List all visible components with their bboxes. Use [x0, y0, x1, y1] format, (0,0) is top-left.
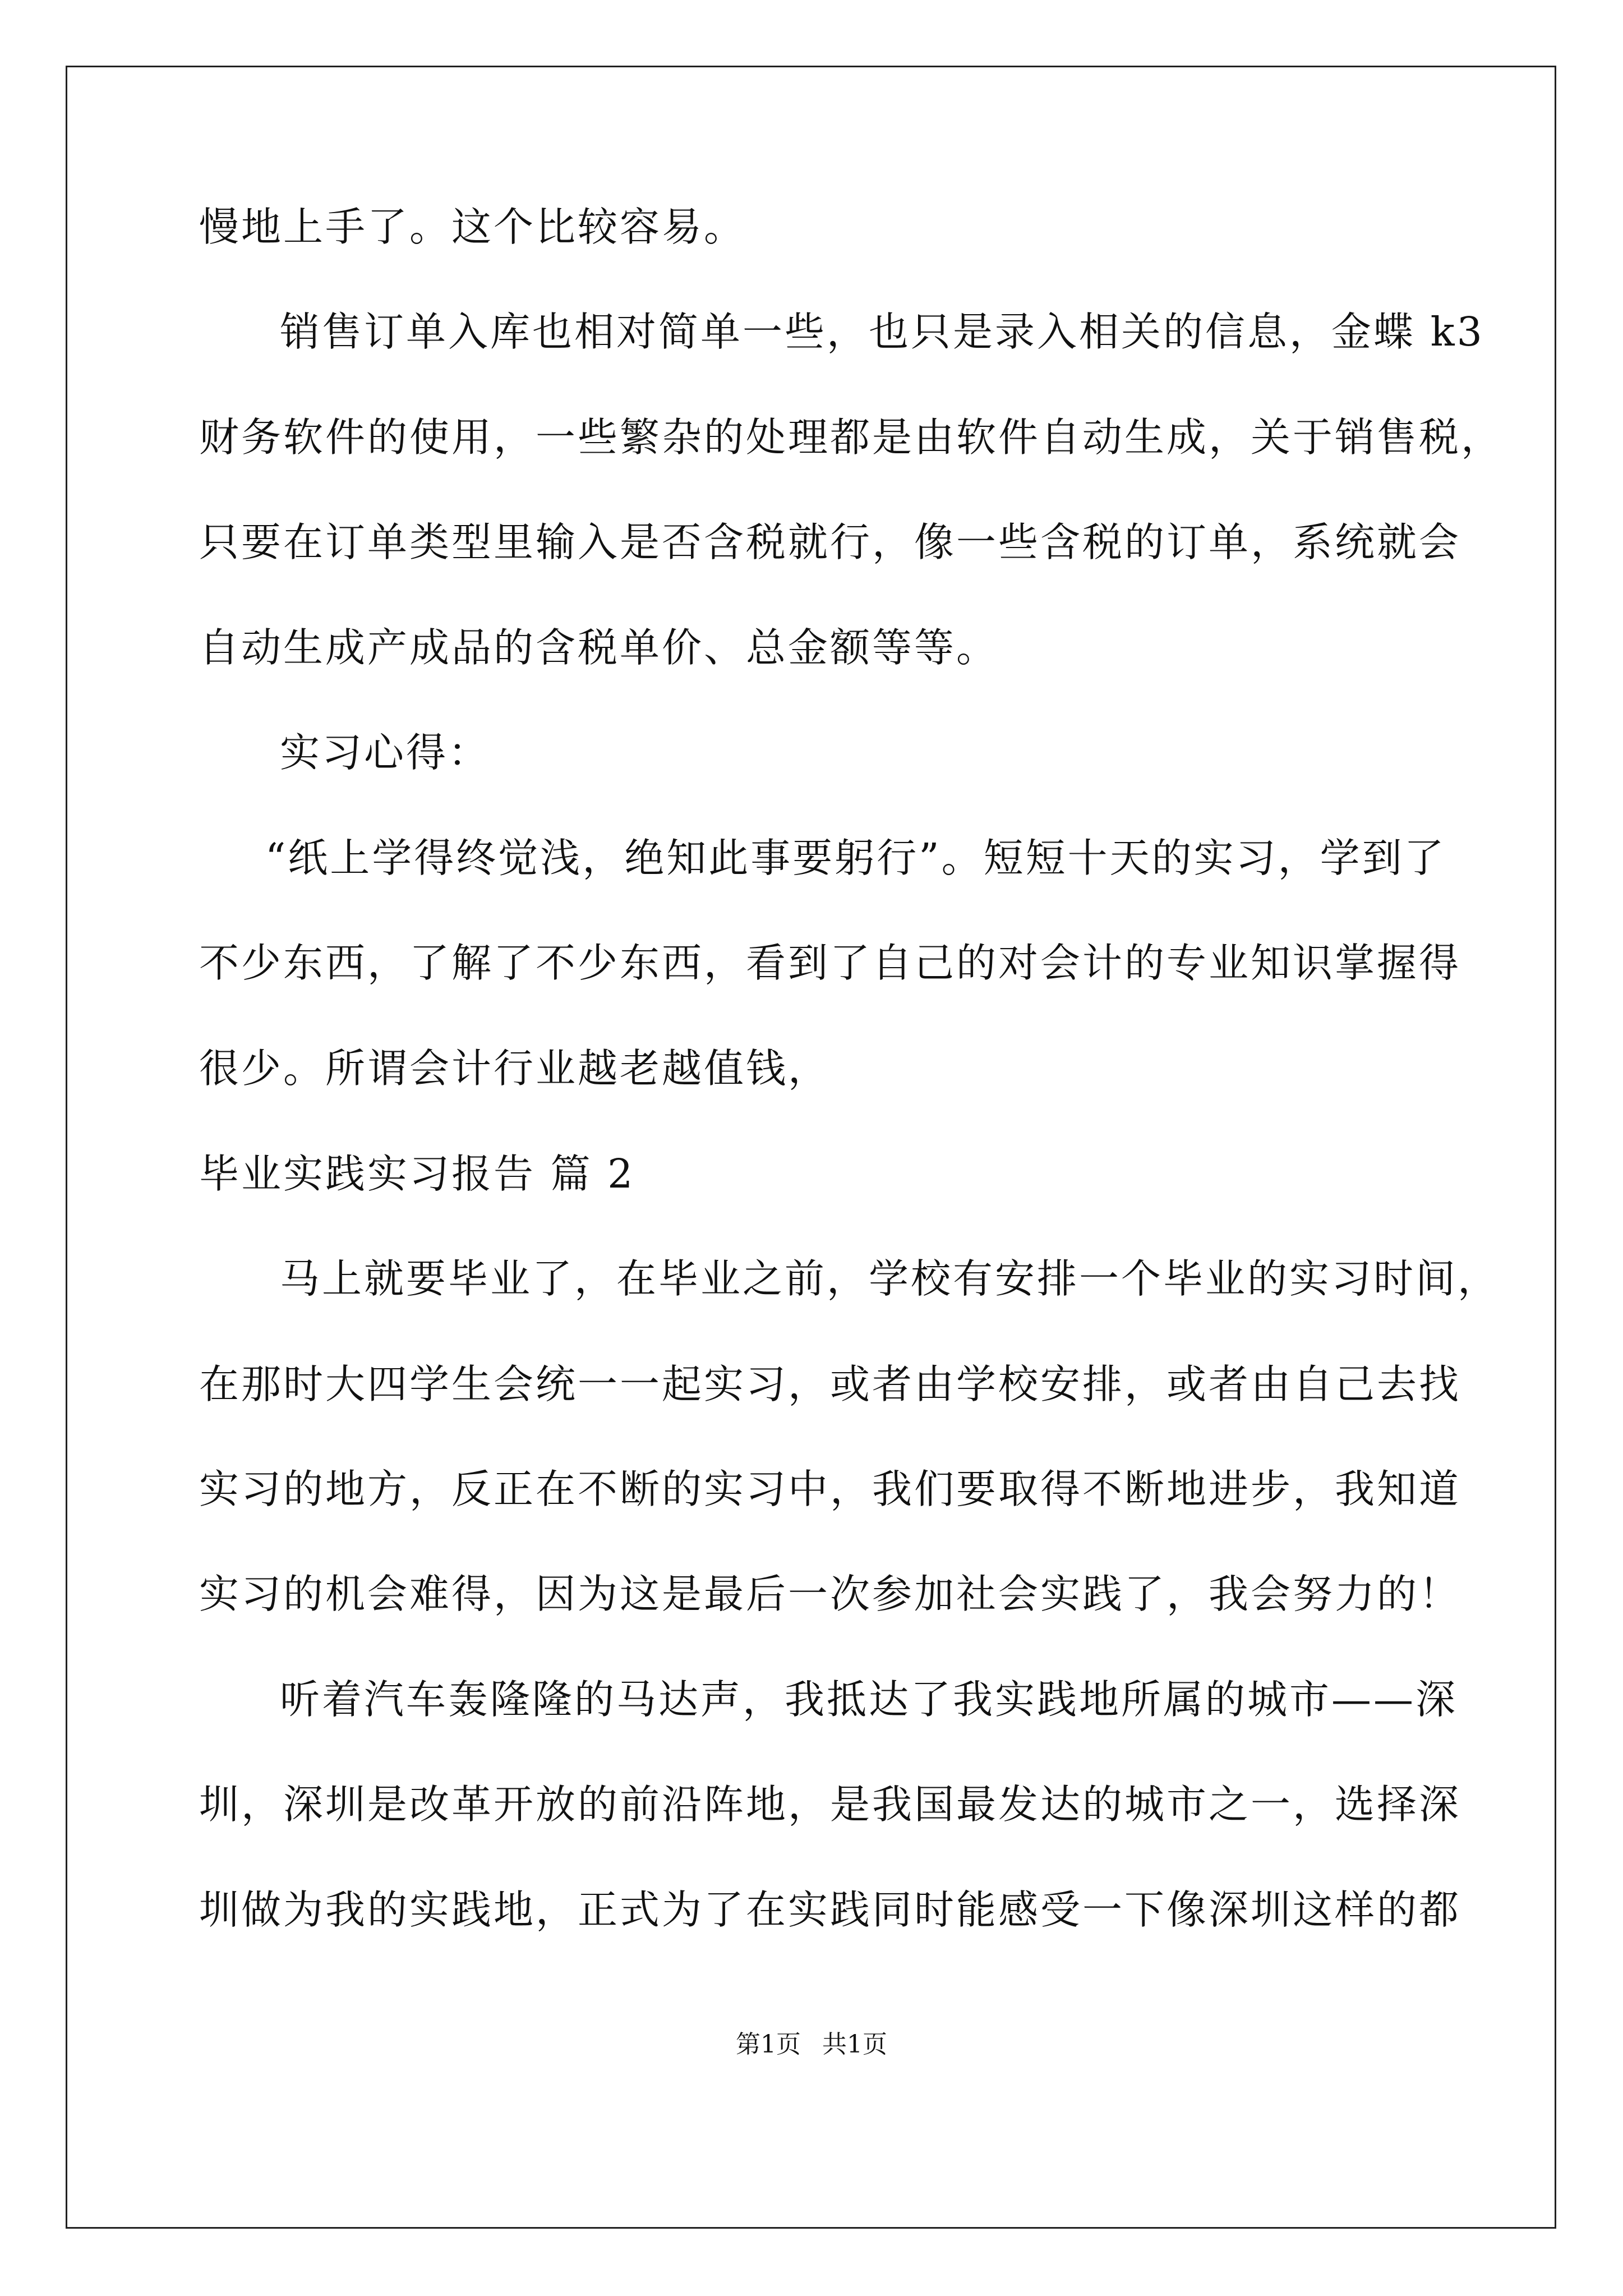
paragraph-line: 财务软件的使用，一些繁杂的处理都是由软件自动生成，关于销售税， — [199, 414, 1504, 461]
paragraph-line: 在那时大四学生会统一一起实习，或者由学校安排，或者由自己去找 — [199, 1361, 1461, 1407]
paragraph-line: 圳，深圳是改革开放的前沿阵地，是我国最发达的城市之一，选择深 — [199, 1781, 1461, 1828]
paragraph-line: 只要在订单类型里输入是否含税就行，像一些含税的订单，系统就会 — [199, 519, 1461, 565]
section-heading: 毕业实践实习报告 篇 2 — [199, 1151, 635, 1197]
page-footer: 第1页 共1页 — [736, 2030, 887, 2059]
section-label: 实习心得： — [280, 729, 491, 776]
paragraph-line: 销售订单入库也相对简单一些，也只是录入相关的信息，金蝶 k3 — [280, 309, 1484, 355]
paragraph-line: “纸上学得终觉浅，绝知此事要躬行”。短短十天的实习，学到了 — [265, 835, 1446, 881]
paragraph-line: 不少东西，了解了不少东西，看到了自己的对会计的专业知识掌握得 — [199, 940, 1461, 986]
paragraph-line: 马上就要毕业了，在毕业之前，学校有安排一个毕业的实习时间， — [280, 1255, 1500, 1302]
paragraph-line: 实习的地方，反正在不断的实习中，我们要取得不断地进步，我知道 — [199, 1466, 1461, 1512]
paragraph-line: 圳做为我的实践地，正式为了在实践同时能感受一下像深圳这样的都 — [199, 1887, 1461, 1933]
paragraph-line: 听着汽车轰隆隆的马达声，我抵达了我实践地所属的城市——深 — [280, 1676, 1458, 1723]
paragraph-line: 自动生成产成品的含税单价、总金额等等。 — [199, 624, 999, 671]
paragraph-line: 很少。所谓会计行业越老越值钱， — [199, 1045, 831, 1092]
paragraph-line: 慢地上手了。这个比较容易。 — [199, 204, 746, 250]
paragraph-line: 实习的机会难得，因为这是最后一次参加社会实践了，我会努力的！ — [199, 1571, 1461, 1617]
